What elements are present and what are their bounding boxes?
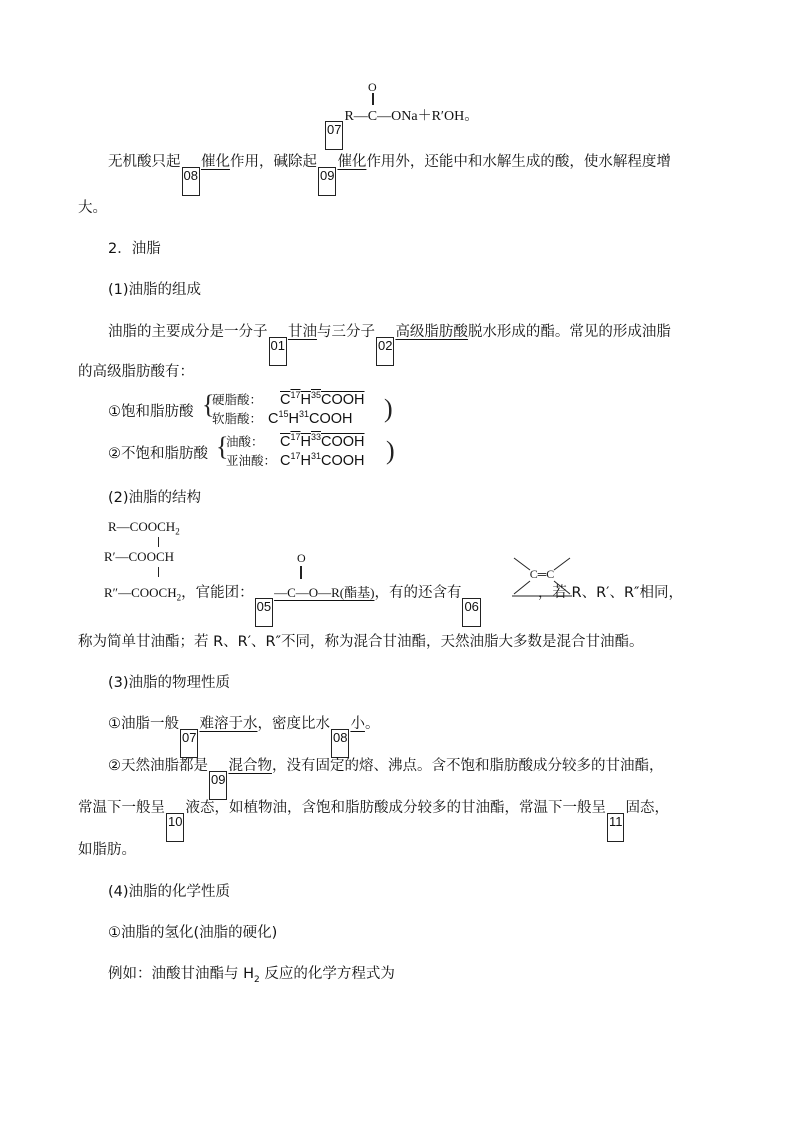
text: 脱水形成的酯。常见的形成油脂 — [467, 324, 671, 340]
equation-text: R—C—ONa＋R′OH — [344, 109, 465, 124]
acid-name: 亚油酸： — [226, 453, 277, 468]
subsection-heading: (1)油脂的组成 — [108, 282, 202, 298]
period: 。 — [464, 108, 479, 124]
answer: 固态 — [625, 800, 655, 816]
chem-line-2: 例如：油酸甘油酯与 $H_2$ 反应的化学方程式为 — [108, 966, 395, 985]
right-brace: ) — [386, 436, 395, 465]
bond-line — [158, 567, 159, 577]
acid-name: 硬脂酸： — [212, 392, 263, 407]
right-brace: ) — [384, 394, 393, 423]
struct-row-2: R′—COOCH — [104, 549, 175, 564]
property-line-4: 如脂肪。 — [78, 842, 136, 858]
answer-box: 11 — [607, 813, 625, 842]
left-brace: { — [202, 390, 215, 419]
eq1-o: O — [368, 80, 377, 94]
answer-box: 07 — [180, 729, 198, 758]
formula: $C^{15}H^{31}COOH$ — [268, 409, 353, 427]
answer: 液态 — [185, 800, 215, 816]
acid-name: 油酸： — [226, 434, 264, 449]
section-heading: 2．油脂 — [108, 241, 161, 257]
svg-text:C═C: C═C — [529, 567, 555, 581]
bond-line — [158, 537, 159, 547]
unsaturated-label: ②不饱和脂肪酸 — [108, 446, 208, 462]
formula: $C^{17}H^{31}COOH$ — [280, 451, 365, 469]
property-line-2: ②天然油脂都是09混合物，没有固定的熔、沸点。含不饱和脂肪酸成分较多的甘油酯， — [108, 754, 663, 800]
ester-group: —C—O—R(酯基) — [274, 585, 375, 600]
answer-box: 08 — [331, 729, 349, 758]
answer: 难溶于水 — [199, 716, 258, 732]
struct-row-1: $R—COOCH_2$ — [108, 519, 180, 537]
text: 无机酸只起 — [108, 154, 181, 170]
left-brace: { — [216, 432, 229, 461]
text: 油脂的主要成分是一分子 — [108, 324, 268, 340]
formula: $C^{17}H^{33}COOH$ — [280, 432, 365, 450]
answer-box: 08 — [182, 167, 200, 196]
chem-line-1: ①油脂的氢化(油脂的硬化) — [108, 925, 278, 941]
property-line-1: ①油脂一般07难溶于水，密度比水08小。 — [108, 712, 379, 758]
answer-box: 09 — [318, 167, 336, 196]
text: 作用外，还能中和水解生成的酸，使水解程度增 — [366, 154, 671, 170]
answer: 小 — [350, 716, 365, 732]
acid-line — [108, 150, 671, 196]
composition-line-2: 的高级脂肪酸有： — [78, 364, 194, 380]
answer: 甘油 — [287, 324, 317, 340]
answer-box: 05 — [255, 598, 273, 627]
ester-o: O — [297, 551, 306, 565]
text: 作用，碱除起 — [229, 154, 317, 170]
answer-box: 10 — [166, 813, 184, 842]
answer: 混合物 — [228, 758, 272, 774]
subsection-heading: (4)油脂的化学性质 — [108, 884, 231, 900]
answer-box: 02 — [376, 337, 394, 366]
equation-line — [324, 104, 479, 150]
acid-name: 软脂酸： — [212, 411, 263, 426]
saturated-label: ①饱和脂肪酸 — [108, 404, 194, 420]
answer-box: 09 — [209, 771, 227, 800]
alkene-icon — [512, 556, 572, 598]
answer-box: 06 — [462, 598, 480, 627]
subsection-heading: (2)油脂的结构 — [108, 490, 202, 506]
answer: 催化 — [200, 154, 230, 170]
answer-box: 07 — [325, 121, 343, 150]
property-line-3: 常温下一般呈10液态，如植物油，含饱和脂肪酸成分较多的甘油酯，常温下一般呈11固态， — [78, 796, 669, 842]
answer: 高级脂肪酸 — [395, 324, 468, 340]
formula: $C^{17}H^{35}COOH$ — [280, 390, 365, 408]
acid-line-2: 大。 — [78, 200, 107, 216]
text: 与三分子 — [316, 324, 375, 340]
ester-double-bond — [300, 566, 303, 579]
answer-box: 01 — [269, 337, 287, 366]
subsection-heading: (3)油脂的物理性质 — [108, 675, 231, 691]
struct-row-3: $R''—COOCH_2$，官能团：05—C—O—R(酯基)，有的还含有06，若 R、R′、R″相同， — [104, 581, 683, 627]
struct-line-2: 称为简单甘油酯；若 R、R′、R″不同，称为混合甘油酯，天然油脂大多数是混合甘油酯。 — [78, 634, 644, 650]
answer: 催化 — [337, 154, 367, 170]
